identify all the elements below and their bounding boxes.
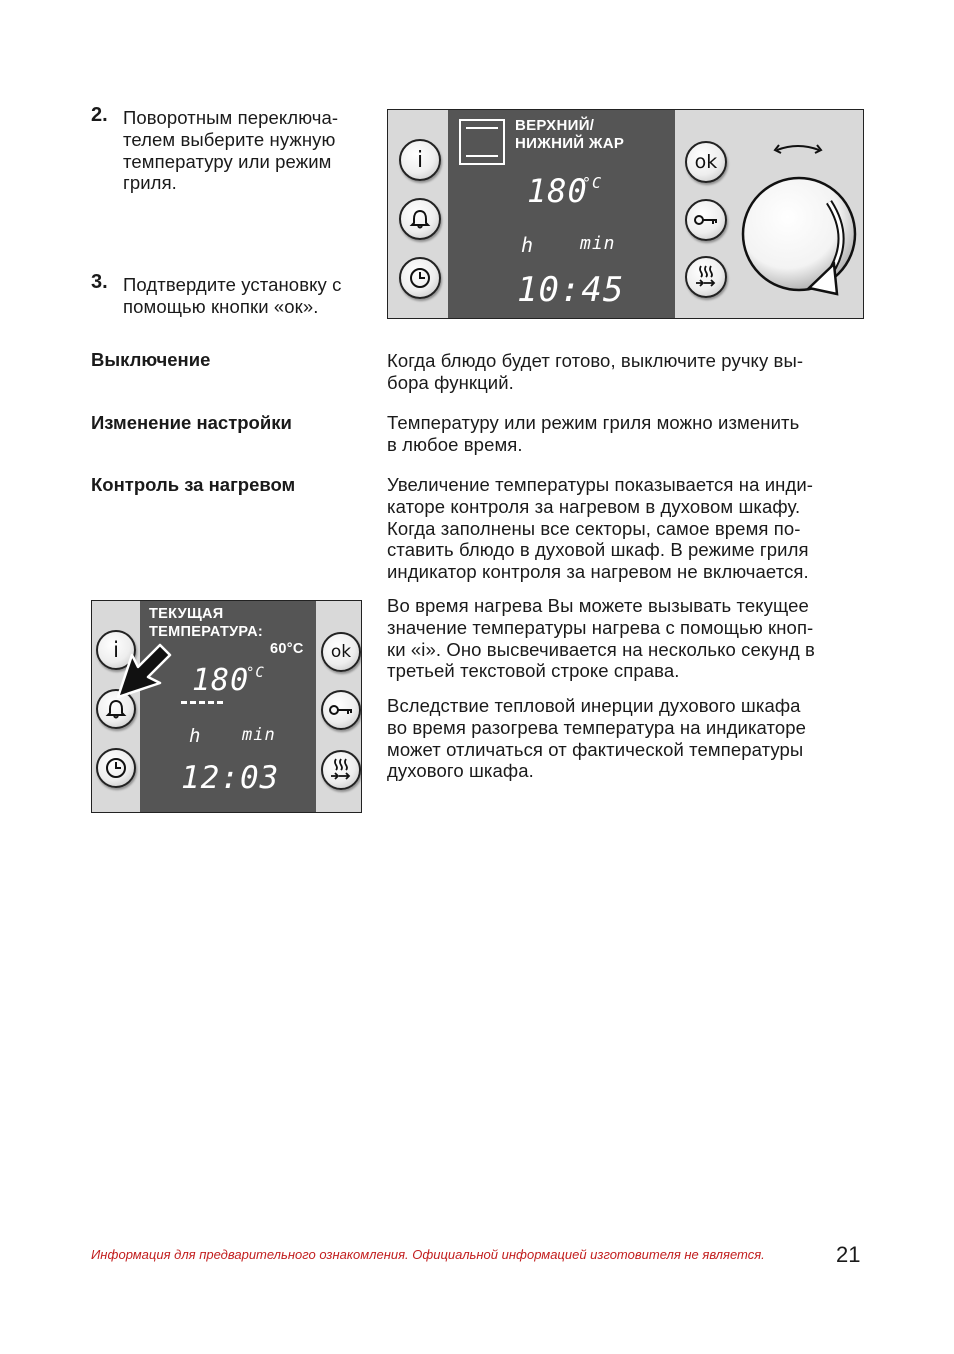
info-button-2-label: i	[113, 638, 119, 662]
info-button[interactable]	[399, 139, 441, 181]
hours-label: h	[521, 233, 535, 257]
step-2-number: 2.	[91, 104, 108, 126]
step-2-line-4: гриля.	[123, 172, 177, 194]
ok-button-label: ok	[694, 151, 718, 173]
paragraph-info-key-line-1: Во время нагрева Вы можете вызывать текущее	[387, 595, 809, 616]
change-setting-line-1: Температуру или режим гриля можно изменить	[387, 412, 800, 433]
set-temperature-readout: 180	[527, 172, 588, 210]
mode-label	[515, 117, 624, 153]
paragraph-info-key	[387, 595, 867, 682]
current-temp-label-line-2: ТЕМПЕРАТУРА:	[149, 624, 264, 640]
ok-button-2-label: ok	[330, 642, 352, 662]
top-bottom-heat-icon	[458, 118, 506, 166]
heading-heating-control: Контроль за нагревом	[91, 474, 296, 495]
heating-indicator-segments	[181, 701, 223, 704]
heading-change-setting: Изменение настройки	[91, 412, 292, 433]
bell-icon	[409, 208, 431, 230]
paragraph-thermal-inertia	[387, 695, 867, 782]
key-lock-button-2[interactable]	[321, 690, 361, 730]
minutes-label: min	[580, 233, 616, 254]
temperature-unit-2: °C	[246, 665, 265, 681]
bell-icon	[105, 698, 127, 720]
step-2-text	[123, 107, 373, 194]
current-temp-label-line-1: ТЕКУЩАЯ	[149, 606, 224, 622]
key-icon	[693, 213, 719, 227]
ok-button-2[interactable]	[321, 632, 361, 672]
rotary-knob[interactable]	[733, 130, 863, 310]
current-temp-label	[149, 605, 263, 641]
alarm-button[interactable]	[399, 198, 441, 240]
clock-icon	[104, 756, 128, 780]
footer-disclaimer: Информация для предварительного ознакомления. Официальной информацией изготовителя не является.	[91, 1247, 765, 1262]
heating-control-text	[387, 474, 867, 583]
mode-label-line-1: ВЕРХНИЙ/	[515, 117, 595, 134]
step-3-text	[123, 274, 373, 318]
ok-button[interactable]	[685, 141, 727, 183]
time-readout-2: 12:03	[181, 760, 280, 796]
set-temperature-readout-2: 180	[192, 663, 250, 698]
switch-off-line-2: бора функций.	[387, 371, 514, 393]
current-temp-value: 60°C	[270, 641, 304, 657]
heating-control-line-1: Увеличение температуры показывается на инди-	[387, 474, 814, 495]
switch-off-text	[387, 350, 867, 394]
paragraph-info-key-line-3: ки «i». Оно высвечивается на несколько секунд в	[387, 638, 815, 660]
change-setting-text	[387, 412, 867, 456]
page-number: 21	[836, 1242, 861, 1267]
key-icon	[328, 703, 354, 717]
step-2-line-2: телем выберите нужную	[123, 128, 336, 150]
heating-control-line-2: каторе контроля за нагревом в духовом шкафу.	[387, 495, 801, 517]
switch-off-line-1: Когда блюдо будет готово, выключите ручку вы-	[387, 350, 804, 371]
step-3-line-2: помощью кнопки «ок».	[123, 295, 319, 317]
step-2-line-1: Поворотным переключа-	[123, 107, 339, 128]
info-button-label: i	[416, 147, 424, 173]
rotate-arrow-icon	[777, 146, 819, 150]
paragraph-thermal-inertia-line-2: во время разогрева температура на индикаторе	[387, 716, 807, 738]
paragraph-info-key-line-2: значение температуры нагрева с помощью кноп-	[387, 616, 814, 638]
clock-button-2[interactable]	[96, 748, 136, 788]
key-lock-button[interactable]	[685, 199, 727, 241]
step-3-number: 3.	[91, 271, 108, 293]
current-temperature-panel-illustration	[91, 600, 362, 813]
heating-control-line-5: индикатор контроля за нагревом не включается.	[387, 561, 809, 583]
rapid-heat-button-2[interactable]	[321, 750, 361, 790]
change-setting-line-2: в любое время.	[387, 433, 523, 455]
paragraph-thermal-inertia-line-1: Вследствие тепловой инерции духового шкафа	[387, 695, 801, 716]
heating-control-line-4: ставить блюдо в духовой шкаф. В режиме гриля	[387, 539, 809, 561]
heading-switch-off: Выключение	[91, 349, 211, 370]
paragraph-thermal-inertia-line-4: духового шкафа.	[387, 760, 534, 782]
heating-control-line-3: Когда заполнены все секторы, самое время по-	[387, 517, 801, 539]
paragraph-thermal-inertia-line-3: может отличаться от фактической температуры	[387, 738, 804, 760]
step-2-line-3: температуру или режим	[123, 150, 332, 172]
clock-icon	[408, 266, 432, 290]
pointer-arrow-icon	[114, 639, 176, 701]
rapid-heat-icon	[694, 264, 718, 290]
minutes-label-2: min	[242, 725, 276, 745]
time-readout: 10:45	[517, 270, 625, 310]
rapid-heat-icon	[329, 757, 353, 783]
step-3-line-1: Подтвердите установку с	[123, 274, 342, 295]
paragraph-info-key-line-4: третьей текстовой строке справа.	[387, 660, 680, 682]
clock-button[interactable]	[399, 257, 441, 299]
rapid-heat-button[interactable]	[685, 256, 727, 298]
temperature-unit: °C	[582, 174, 603, 192]
hours-label-2: h	[189, 725, 202, 747]
mode-label-line-2: НИЖНИЙ ЖАР	[515, 135, 625, 152]
oven-control-panel-illustration	[387, 109, 864, 319]
